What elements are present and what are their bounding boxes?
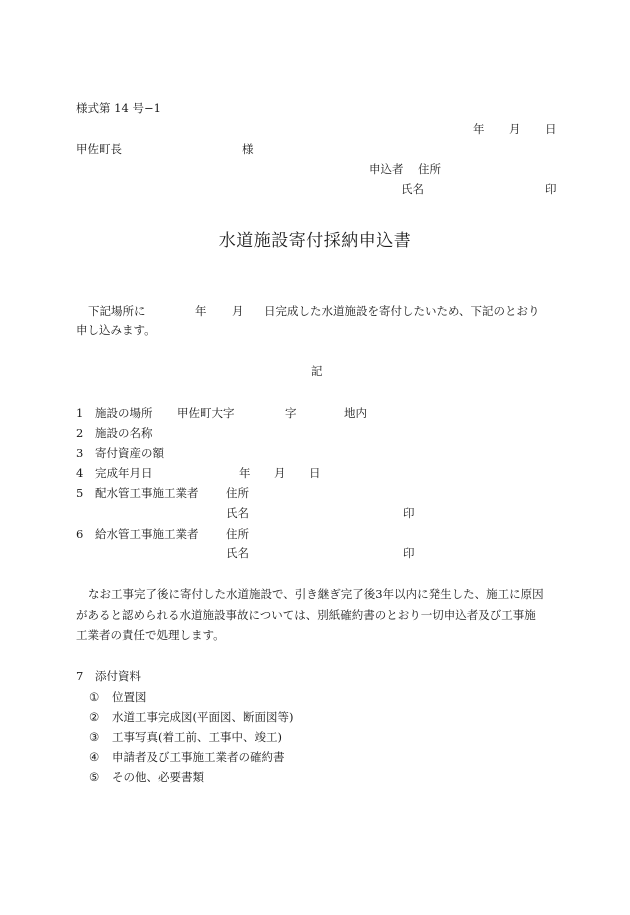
- item6-seal: 印: [403, 546, 415, 560]
- intro-rest: 日完成した水道施設を寄付したいため、下記のとおり: [264, 304, 540, 318]
- item5-address-label: 住所: [226, 486, 249, 500]
- attachment-item: 申請者及び工事施工業者の確約書: [112, 750, 285, 764]
- item6-address-label: 住所: [226, 527, 249, 541]
- date-year: 年: [473, 122, 485, 136]
- item6-label: 給水管工事施工業者: [95, 527, 199, 541]
- addressee-name: 甲佐町長: [76, 142, 122, 156]
- attachment-item: その他、必要書類: [112, 770, 204, 784]
- item4-label: 完成年月日: [95, 466, 153, 480]
- notice-line1: なお工事完了後に寄付した水道施設で、引き継ぎ完了後3年以内に発生した、施工に原因: [88, 587, 544, 601]
- attachment-mark: ②: [89, 710, 100, 724]
- item5-seal: 印: [403, 506, 415, 520]
- item3-label: 寄付資産の額: [95, 446, 164, 460]
- item2-label: 施設の名称: [95, 426, 153, 440]
- ki-heading: 記: [311, 364, 323, 378]
- notice-line2: があると認められる水道施設事故については、別紙確約書のとおり一切申込者及び工事施: [76, 608, 536, 622]
- item2-number: 2: [76, 426, 84, 440]
- attachment-mark: ④: [89, 750, 100, 764]
- attachment-mark: ⑤: [89, 770, 100, 784]
- attachment-item: 水道工事完成図(平面図、断面図等): [112, 710, 294, 724]
- date-day: 日: [545, 122, 557, 136]
- item4-month: 月: [274, 466, 286, 480]
- item4-number: 4: [76, 466, 84, 480]
- attachments-number: 7: [76, 669, 84, 683]
- item5-label: 配水管工事施工業者: [95, 486, 199, 500]
- item5-name-label: 氏名: [226, 506, 249, 520]
- document-title: 水道施設寄付採納申込書: [218, 231, 412, 251]
- item6-name-label: 氏名: [226, 546, 249, 560]
- item3-number: 3: [76, 446, 84, 460]
- applicant-name-label: 氏名: [401, 182, 424, 196]
- item4-day: 日: [309, 466, 321, 480]
- intro-year: 年: [195, 304, 207, 318]
- date-month: 月: [509, 122, 521, 136]
- attachment-item: 位置図: [112, 690, 147, 704]
- item1-aza: 字: [285, 406, 297, 420]
- applicant-address-label: 住所: [418, 162, 441, 176]
- attachments-label: 添付資料: [95, 669, 141, 683]
- form-number: 様式第 14 号−1: [76, 101, 161, 115]
- attachment-mark: ①: [89, 690, 100, 704]
- item6-number: 6: [76, 527, 84, 541]
- intro-month: 月: [232, 304, 244, 318]
- applicant-seal: 印: [545, 182, 557, 196]
- attachment-item: 工事写真(着工前、工事中、竣工): [112, 730, 282, 744]
- intro-line2: 申し込みます。: [76, 323, 156, 337]
- item1-number: 1: [76, 406, 84, 420]
- attachment-mark: ③: [89, 730, 100, 744]
- item5-number: 5: [76, 486, 84, 500]
- item4-year: 年: [239, 466, 251, 480]
- item1-label: 施設の場所: [95, 406, 153, 420]
- item1-chinai: 地内: [344, 406, 367, 420]
- item1-town: 甲佐町大字: [177, 406, 235, 420]
- notice-line3: 工業者の責任で処理します。: [76, 628, 225, 642]
- applicant-label: 申込者: [369, 162, 404, 176]
- intro-prefix: 下記場所に: [88, 304, 146, 318]
- addressee-honorific: 様: [242, 142, 254, 156]
